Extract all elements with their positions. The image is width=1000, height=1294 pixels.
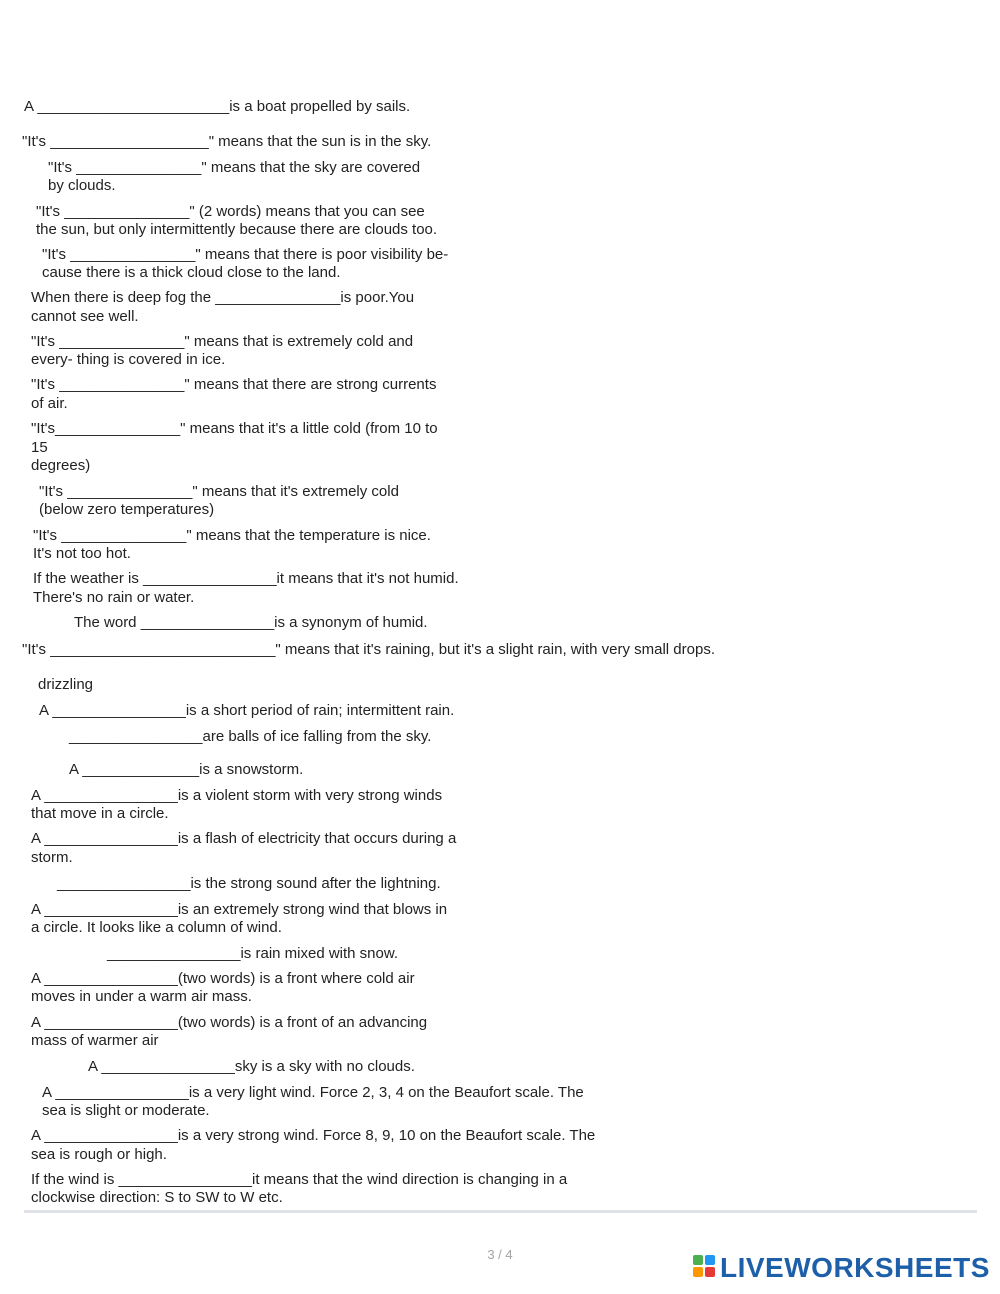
question-line: "It's _______________" means that the temperature is nice. [33,527,431,544]
question-line: "It's ___________________" means that the sun is in the sky. [22,133,432,150]
question-line: A ________________is a very light wind. Force 2, 3, 4 on the Beaufort scale. The [42,1084,584,1101]
question-line: A ________________is a very strong wind. Force 8, 9, 10 on the Beaufort scale. The [31,1127,596,1144]
brand-logo [693,1253,990,1283]
question-line: sea is slight or moderate. [42,1102,210,1119]
question-line: 15 [31,439,48,456]
question-line: A ________________(two words) is a front of an advancing [31,1014,428,1031]
question-line: A ________________is an extremely strong wind that blows in [31,901,448,918]
question-line: of air. [31,395,68,412]
question-line: moves in under a warm air mass. [31,988,252,1005]
question-line: ________________is rain mixed with snow. [107,945,399,962]
question-line: by clouds. [48,177,116,194]
question-line: If the weather is ________________it means that it's not humid. [33,570,459,587]
question-line: The word ________________is a synonym of humid. [74,614,428,631]
question-line: clockwise direction: S to SW to W etc. [31,1189,283,1206]
question-line: A ________________sky is a sky with no clouds. [88,1058,415,1075]
question-line: It's not too hot. [33,545,131,562]
question-line: sea is rough or high. [31,1146,167,1163]
question-line: "It's _______________" means that the sky are covered [48,159,421,176]
question-line: that move in a circle. [31,805,169,822]
question-line: A ________________is a violent storm with very strong winds [31,787,443,804]
question-line: "It's ___________________________" means that it's raining, but it's a slight rain, with very small drops. [22,641,715,658]
question-line: A ________________is a short period of rain; intermittent rain. [39,702,455,719]
question-line: ________________are balls of ice falling from the sky. [69,728,432,745]
question-line: storm. [31,849,73,866]
question-line: A _______________________is a boat propelled by sails. [24,98,411,115]
question-line: There's no rain or water. [33,589,195,606]
question-line: "It's _______________" means that it's extremely cold [39,483,399,500]
question-line: If the wind is ________________it means that the wind direction is changing in a [31,1171,568,1188]
question-line: "It's _______________" (2 words) means that you can see [36,203,425,220]
question-line: "It's_______________" means that it's a little cold (from 10 to [31,420,438,437]
question-line: a circle. It looks like a column of wind. [31,919,282,936]
question-line: cannot see well. [31,308,139,325]
question-line: A ______________is a snowstorm. [69,761,304,778]
question-line: mass of warmer air [31,1032,159,1049]
question-line: A ________________(two words) is a front where cold air [31,970,415,987]
brand-name: LIVEWORKSHEETS [720,1252,990,1283]
question-line: ________________is the strong sound after the lightning. [57,875,441,892]
question-line: "It's _______________" means that there is poor visibility be- [42,246,449,263]
question-line: A ________________is a flash of electricity that occurs during a [31,830,457,847]
question-line: the sun, but only intermittently because there are clouds too. [36,221,438,238]
question-line: drizzling [38,676,94,693]
page-indicator: 3 / 4 [487,1247,513,1262]
question-line: every- thing is covered in ice. [31,351,226,368]
page-divider [24,1210,977,1213]
question-line: cause there is a thick cloud close to the land. [42,264,341,281]
question-line: "It's _______________" means that there are strong currents [31,376,437,393]
question-line: degrees) [31,457,91,474]
question-line: "It's _______________" means that is extremely cold and [31,333,414,350]
question-line: (below zero temperatures) [39,501,215,518]
question-line: When there is deep fog the _______________is poor.You [31,289,415,306]
logo-icon [693,1255,717,1281]
